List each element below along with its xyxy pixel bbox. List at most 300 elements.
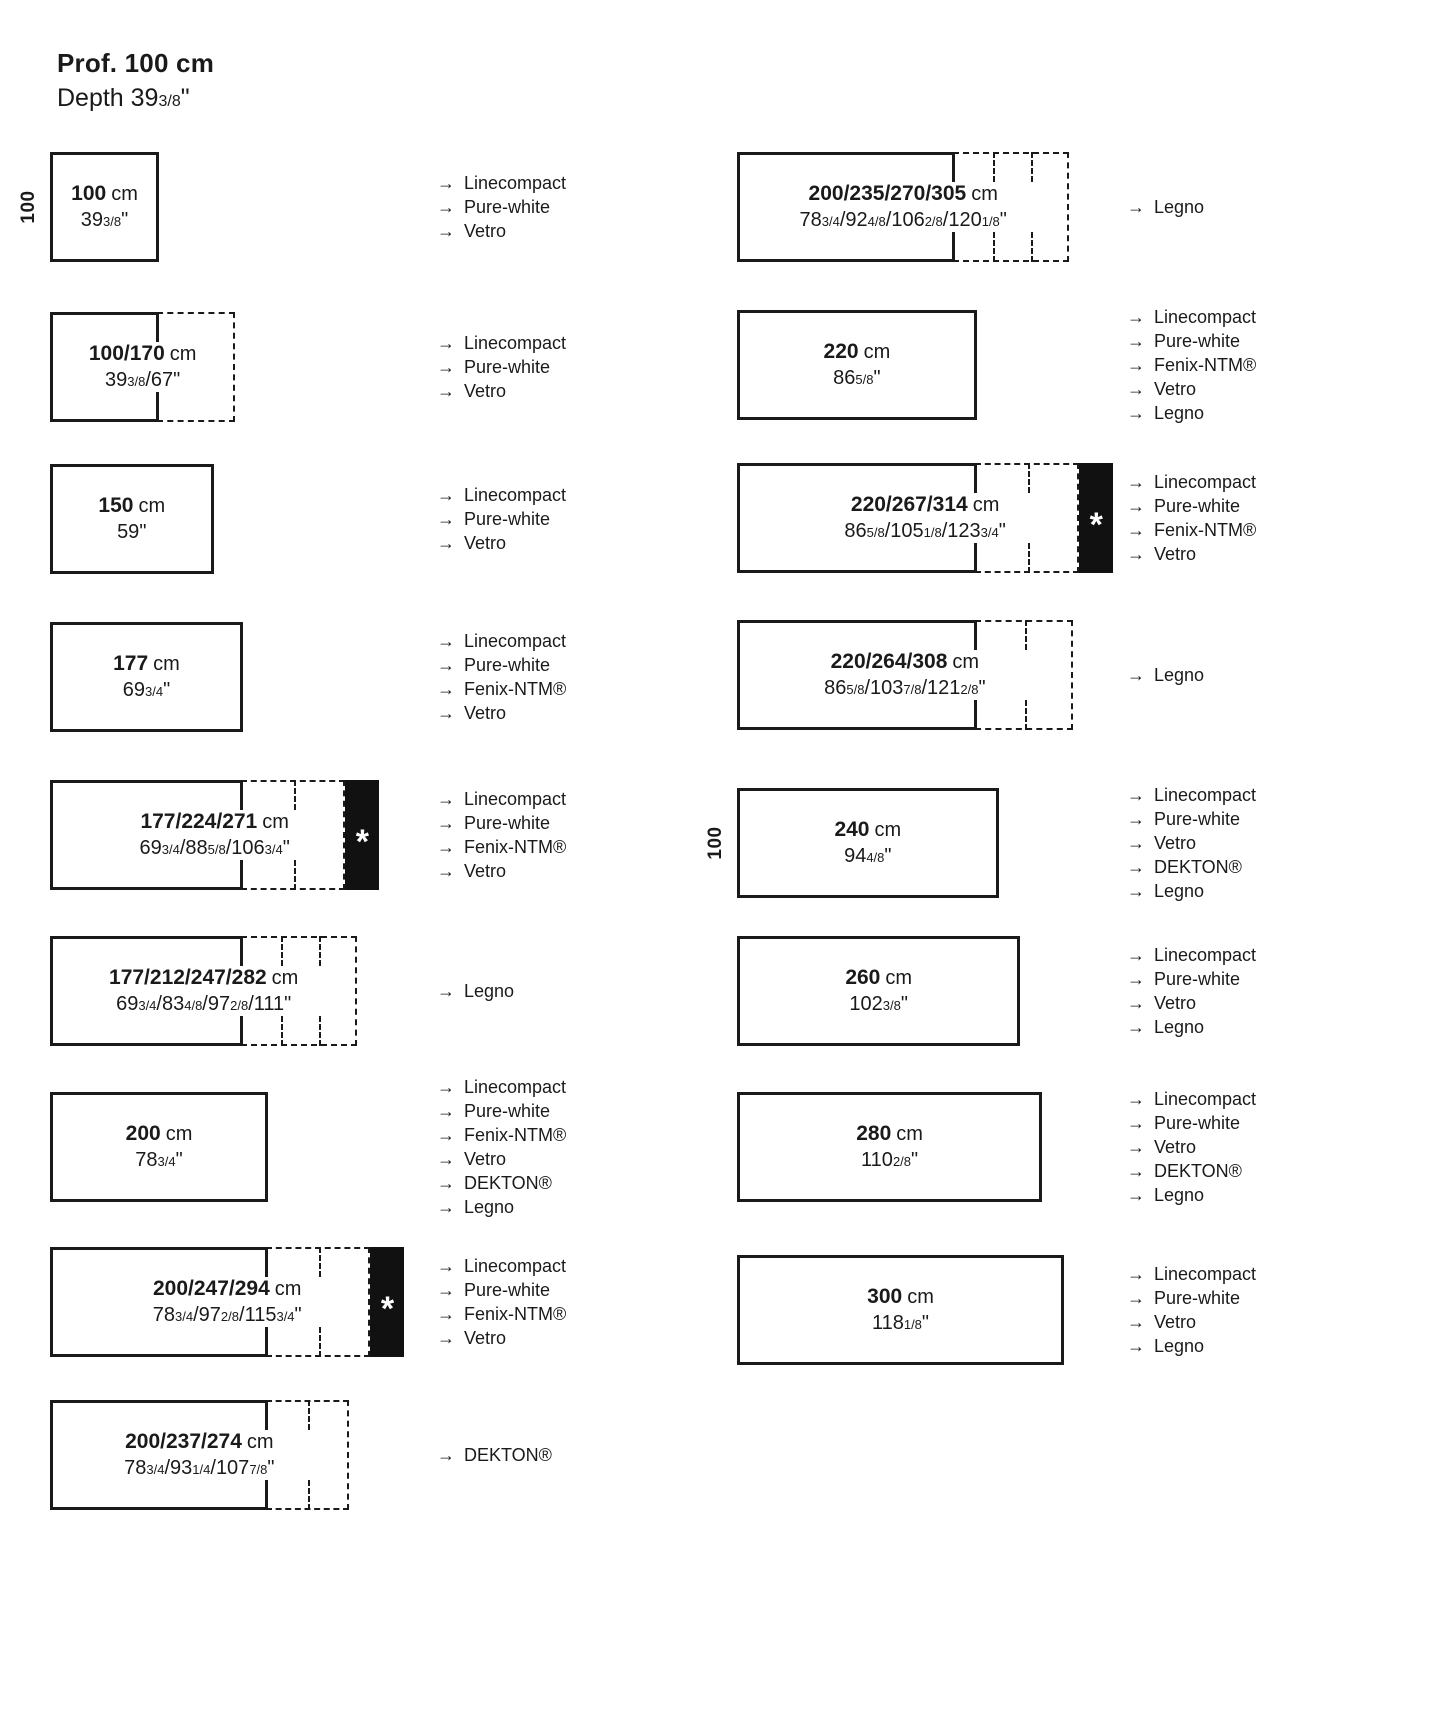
material-name: Legno <box>1154 665 1205 685</box>
inch-fraction: 5/8 <box>846 682 865 697</box>
size-diagram <box>737 1255 1064 1365</box>
extension-divider-line <box>319 936 321 966</box>
arrow-right-icon: → <box>437 357 455 377</box>
inch-value: 39 <box>105 369 128 391</box>
size-cm-value: 300 <box>867 1285 903 1308</box>
extension-divider-line <box>281 936 283 966</box>
size-dimensions <box>89 342 197 392</box>
size-dimensions <box>124 1430 274 1480</box>
inch-fraction: 3/4 <box>821 214 840 229</box>
material-name: Linecompact <box>1154 1089 1257 1109</box>
size-inches-label <box>89 369 197 392</box>
size-cm-label <box>824 650 985 674</box>
size-cm-label <box>109 966 298 990</box>
material-name: Legno <box>1154 1185 1205 1205</box>
arrow-right-icon: → <box>1127 379 1145 399</box>
inch-value: 106 <box>891 209 925 231</box>
cm-unit-label: cm <box>169 343 197 365</box>
material-name: Pure-white <box>1154 1288 1241 1308</box>
arrow-right-icon: → <box>1127 307 1145 327</box>
material-item <box>437 1443 552 1467</box>
inch-fraction: 5/8 <box>866 525 885 540</box>
material-name: Fenix-NTM® <box>464 679 567 699</box>
cm-unit-label: cm <box>271 967 299 989</box>
inch-value: 107 <box>215 1457 250 1479</box>
material-name: Linecompact <box>464 173 567 193</box>
arrow-right-icon: → <box>1127 881 1145 901</box>
size-dimensions <box>800 182 1007 232</box>
inch-value: 78 <box>124 1457 147 1479</box>
material-item <box>437 219 566 243</box>
material-item <box>1127 401 1256 425</box>
material-item <box>1127 1015 1256 1039</box>
material-name: Vetro <box>1154 1137 1197 1157</box>
cm-unit-label: cm <box>153 653 180 675</box>
material-item <box>1127 305 1256 329</box>
inch-value: 115 <box>244 1304 277 1326</box>
inch-fraction: 3/8 <box>882 998 901 1013</box>
size-cm-value: 100/170 <box>88 342 165 365</box>
material-name: DEKTON® <box>1154 1161 1242 1181</box>
material-name: Linecompact <box>1154 945 1257 965</box>
size-cm-label <box>845 966 912 990</box>
arrow-right-icon: → <box>437 1445 455 1465</box>
extension-divider-line <box>1025 620 1027 650</box>
material-name: Vetro <box>464 1328 507 1348</box>
arrow-right-icon: → <box>1127 1185 1145 1205</box>
material-item <box>1127 494 1256 518</box>
size-option-row <box>50 622 567 732</box>
material-name: Legno <box>464 1197 515 1217</box>
inch-value: 103 <box>870 677 904 699</box>
arrow-right-icon: → <box>437 1101 455 1121</box>
size-diagram <box>50 1400 349 1510</box>
material-name: DEKTON® <box>464 1445 552 1465</box>
page-title: Prof. 100 cm <box>57 48 215 78</box>
size-inches-label <box>845 993 912 1016</box>
inch-mark: " <box>294 1304 302 1326</box>
material-list <box>437 171 566 243</box>
material-item <box>1127 991 1256 1015</box>
inch-separator: / <box>210 1457 216 1479</box>
material-item <box>1127 831 1256 855</box>
material-list <box>1127 1262 1256 1358</box>
inch-value: 88 <box>185 837 208 859</box>
size-box-extension <box>975 620 1073 730</box>
cm-unit-label: cm <box>907 1286 934 1308</box>
material-list <box>437 1254 566 1350</box>
material-name: Linecompact <box>1154 1264 1257 1284</box>
inch-fraction: 3/4 <box>264 842 283 857</box>
inch-mark: " <box>163 679 171 701</box>
inch-value: 39 <box>80 209 104 231</box>
arrow-right-icon: → <box>437 813 455 833</box>
arrow-right-icon: → <box>1127 665 1145 685</box>
size-cm-label <box>844 493 1005 517</box>
material-name: Pure-white <box>464 509 551 529</box>
cm-unit-label: cm <box>262 811 289 833</box>
inch-mark: " <box>873 367 881 389</box>
extension-divider-line <box>294 860 296 890</box>
material-name: Fenix-NTM® <box>464 1125 567 1145</box>
material-item <box>437 483 566 507</box>
arrow-right-icon: → <box>437 197 455 217</box>
base-end-line <box>240 860 243 890</box>
extension-star-block: * <box>370 1247 404 1357</box>
inch-fraction: 4/8 <box>866 850 885 865</box>
size-cm-label <box>124 1430 274 1454</box>
inch-separator: / <box>225 837 232 859</box>
arrow-right-icon: → <box>1127 809 1145 829</box>
inch-separator: / <box>839 209 846 231</box>
cm-unit-label: cm <box>874 819 902 841</box>
extension-divider-line <box>319 1016 321 1046</box>
inch-separator: / <box>248 993 254 1015</box>
inch-fraction: 2/8 <box>960 682 979 697</box>
inch-mark: " <box>173 369 181 391</box>
base-end-line <box>265 1327 268 1357</box>
depth-inch-mark: " <box>180 84 190 112</box>
material-name: Pure-white <box>464 813 551 833</box>
size-option-row <box>50 936 515 1046</box>
size-cm-value: 220/264/308 <box>830 650 948 673</box>
inch-mark: " <box>267 1457 275 1479</box>
material-name: Vetro <box>464 703 507 723</box>
arrow-right-icon: → <box>1127 1161 1145 1181</box>
arrow-right-icon: → <box>1127 1113 1145 1133</box>
arrow-right-icon: → <box>437 861 455 881</box>
size-inches-label <box>867 1312 934 1335</box>
inch-fraction: 2/8 <box>924 214 943 229</box>
size-diagram <box>50 1092 268 1202</box>
material-item <box>1127 353 1256 377</box>
inch-separator: / <box>885 209 892 231</box>
material-name: Linecompact <box>1154 472 1257 492</box>
size-dimensions <box>140 810 290 860</box>
extension-star-block: * <box>1079 463 1113 573</box>
material-item <box>437 835 566 859</box>
material-name: Legno <box>1154 1336 1205 1356</box>
inch-mark: " <box>998 520 1006 542</box>
cm-unit-label: cm <box>246 1431 274 1453</box>
material-item <box>1127 1262 1256 1286</box>
arrow-right-icon: → <box>1127 520 1145 540</box>
size-cm-value: 150 <box>98 494 134 517</box>
cm-unit-label: cm <box>165 1123 193 1145</box>
size-option-row <box>737 936 1257 1046</box>
arrow-right-icon: → <box>437 1077 455 1097</box>
size-cm-value: 220/267/314 <box>850 493 968 516</box>
size-diagram <box>50 780 379 890</box>
material-list <box>1127 305 1256 425</box>
extension-divider-line <box>319 1327 321 1357</box>
inch-fraction: 3/4 <box>175 1309 194 1324</box>
material-name: Legno <box>1154 197 1205 217</box>
size-inches-label <box>109 993 298 1016</box>
arrow-right-icon: → <box>1127 945 1145 965</box>
base-end-line <box>265 1400 268 1430</box>
inch-value: 97 <box>207 993 231 1015</box>
size-option-row <box>737 463 1257 573</box>
material-name: Linecompact <box>464 1256 567 1276</box>
material-name: Legno <box>1154 881 1205 901</box>
arrow-right-icon: → <box>437 1304 455 1324</box>
size-diagram <box>50 464 214 574</box>
extension-divider-line <box>308 1400 310 1430</box>
arrow-right-icon: → <box>1127 993 1145 1013</box>
material-name: Vetro <box>464 1149 507 1169</box>
size-diagram <box>705 788 999 898</box>
material-item <box>1127 470 1256 494</box>
inch-mark: " <box>284 993 292 1015</box>
arrow-right-icon: → <box>1127 1017 1145 1037</box>
inch-fraction: 5/8 <box>855 372 874 387</box>
inch-mark: " <box>121 209 129 231</box>
material-list <box>1127 783 1256 903</box>
arrow-right-icon: → <box>1127 969 1145 989</box>
cm-unit-label: cm <box>952 651 980 673</box>
inch-fraction: 2/8 <box>220 1309 240 1324</box>
inch-fraction: 7/8 <box>903 682 922 697</box>
material-list <box>437 483 566 555</box>
inch-separator: / <box>239 1304 245 1326</box>
material-item <box>437 355 566 379</box>
base-end-line <box>265 1247 268 1277</box>
inch-separator: / <box>202 993 208 1015</box>
material-item <box>1127 879 1256 903</box>
material-name: Fenix-NTM® <box>464 1304 567 1324</box>
size-option-row <box>50 1077 567 1217</box>
size-dimensions <box>98 494 165 544</box>
material-name: Vetro <box>464 221 507 241</box>
inch-value: 121 <box>927 677 961 699</box>
base-end-line <box>156 312 159 342</box>
page-subtitle <box>57 84 190 113</box>
depth-side-label: 100 <box>18 190 39 224</box>
extension-star-block: * <box>345 780 379 890</box>
size-cm-label <box>126 1122 193 1146</box>
size-option-row <box>737 152 1205 262</box>
size-diagram <box>50 936 357 1046</box>
size-inches-label <box>844 520 1005 543</box>
extension-divider-line <box>308 1480 310 1510</box>
material-list <box>437 1443 552 1467</box>
size-cm-label <box>140 810 290 834</box>
material-item <box>1127 542 1256 566</box>
material-name: Linecompact <box>464 333 567 353</box>
size-option-row <box>737 307 1257 423</box>
material-list <box>1127 470 1256 566</box>
inch-value: 59 <box>117 521 140 543</box>
size-diagram <box>50 1247 404 1357</box>
size-diagram <box>18 152 159 262</box>
size-diagram <box>737 936 1020 1046</box>
material-item <box>1127 1286 1256 1310</box>
size-cm-label <box>824 340 891 364</box>
size-option-row <box>50 312 567 422</box>
material-name: Pure-white <box>1154 809 1241 829</box>
inch-value: 106 <box>231 837 265 859</box>
material-list <box>437 979 514 1003</box>
material-item <box>437 629 566 653</box>
material-item <box>437 1195 566 1219</box>
inch-separator: / <box>156 993 162 1015</box>
size-inches-label <box>800 209 1007 232</box>
arrow-right-icon: → <box>437 1256 455 1276</box>
cm-unit-label: cm <box>971 183 998 205</box>
size-inches-label <box>140 837 290 860</box>
material-name: Linecompact <box>464 485 567 505</box>
material-name: DEKTON® <box>464 1173 552 1193</box>
arrow-right-icon: → <box>1127 1089 1145 1109</box>
size-cm-value: 177 <box>113 652 149 675</box>
extension-divider-line <box>319 1247 321 1277</box>
inch-fraction: 2/8 <box>230 998 249 1013</box>
material-name: Pure-white <box>1154 969 1241 989</box>
inch-value: 111 <box>253 993 285 1015</box>
material-name: Vetro <box>1154 993 1197 1013</box>
inch-value: 110 <box>861 1149 893 1171</box>
inch-value: 78 <box>152 1304 176 1326</box>
base-end-line <box>240 1016 243 1046</box>
material-name: Linecompact <box>1154 307 1257 327</box>
inch-value: 102 <box>849 993 883 1015</box>
inch-value: 83 <box>161 993 185 1015</box>
size-cm-label <box>113 652 180 676</box>
material-item <box>1127 1087 1256 1111</box>
material-name: Legno <box>1154 403 1205 423</box>
inch-value: 69 <box>116 993 139 1015</box>
inch-value: 67 <box>150 369 174 391</box>
extension-divider-line <box>1031 232 1033 262</box>
size-cm-value: 200/247/294 <box>152 1277 270 1300</box>
inch-value: 94 <box>844 845 867 867</box>
depth-label: Depth 39 <box>57 84 159 112</box>
size-cm-value: 200/237/274 <box>125 1430 242 1453</box>
material-list <box>1127 195 1204 219</box>
inch-value: 93 <box>170 1457 193 1479</box>
arrow-right-icon: → <box>437 1197 455 1217</box>
material-item <box>437 811 566 835</box>
arrow-right-icon: → <box>437 1173 455 1193</box>
arrow-right-icon: → <box>1127 197 1145 217</box>
cm-unit-label: cm <box>896 1123 923 1145</box>
inch-fraction: 1/8 <box>981 214 1000 229</box>
size-cm-value: 177/212/247/282 <box>109 966 267 989</box>
size-inches-label <box>124 1457 274 1480</box>
material-item <box>437 531 566 555</box>
size-cm-label <box>71 182 138 206</box>
base-end-line <box>156 392 159 422</box>
material-item <box>1127 967 1256 991</box>
material-item <box>437 701 566 725</box>
inch-fraction: 4/8 <box>867 214 886 229</box>
extension-divider-line <box>1031 152 1033 182</box>
size-diagram <box>737 1092 1042 1202</box>
size-inches-label <box>98 521 165 544</box>
material-item <box>437 379 566 403</box>
size-option-row <box>50 464 567 574</box>
material-item <box>1127 1159 1256 1183</box>
material-item <box>1127 1310 1256 1334</box>
size-option-row <box>737 1089 1257 1205</box>
base-end-line <box>240 936 243 966</box>
inch-fraction: 4/8 <box>184 998 203 1013</box>
inch-separator: / <box>884 520 891 542</box>
material-item <box>1127 663 1204 687</box>
inch-value: 86 <box>844 520 867 542</box>
size-dimensions <box>824 340 891 390</box>
material-item <box>1127 855 1256 879</box>
size-cm-label <box>89 342 197 366</box>
extension-divider-line <box>993 152 995 182</box>
material-name: Linecompact <box>1154 785 1257 805</box>
material-item <box>437 1099 566 1123</box>
material-name: Linecompact <box>464 789 567 809</box>
inch-mark: " <box>900 993 908 1015</box>
size-diagram <box>50 622 243 732</box>
size-dimensions <box>109 966 298 1016</box>
size-diagram <box>737 463 1113 573</box>
arrow-right-icon: → <box>437 333 455 353</box>
inch-fraction: 7/8 <box>249 1462 268 1477</box>
arrow-right-icon: → <box>437 381 455 401</box>
size-dimensions <box>126 1122 193 1172</box>
material-item <box>1127 943 1256 967</box>
arrow-right-icon: → <box>437 1125 455 1145</box>
size-cm-label <box>98 494 165 518</box>
material-name: Vetro <box>464 381 507 401</box>
size-dimensions <box>844 493 1005 543</box>
inch-separator: / <box>921 677 928 699</box>
inch-fraction: 3/4 <box>157 1154 176 1169</box>
material-item <box>1127 807 1256 831</box>
inch-value: 120 <box>948 209 982 231</box>
material-name: Fenix-NTM® <box>1154 520 1257 540</box>
material-item <box>1127 1135 1256 1159</box>
arrow-right-icon: → <box>437 1280 455 1300</box>
size-cm-value: 177/224/271 <box>140 810 258 833</box>
material-list <box>437 787 566 883</box>
inch-fraction: 1/8 <box>903 1317 922 1332</box>
arrow-right-icon: → <box>437 1149 455 1169</box>
arrow-right-icon: → <box>1127 331 1145 351</box>
size-cm-label <box>856 1122 923 1146</box>
size-cm-value: 200 <box>125 1122 161 1145</box>
material-name: Fenix-NTM® <box>1154 355 1257 375</box>
size-dimensions <box>153 1277 302 1327</box>
inch-fraction: 3/4 <box>161 842 180 857</box>
size-cm-label <box>867 1285 934 1309</box>
inch-value: 86 <box>833 367 856 389</box>
base-end-line <box>265 1480 268 1510</box>
material-item <box>1127 783 1256 807</box>
material-item <box>437 195 566 219</box>
material-name: Pure-white <box>464 357 551 377</box>
inch-mark: " <box>999 209 1007 231</box>
material-item <box>437 859 566 883</box>
material-list <box>437 331 566 403</box>
size-diagram <box>737 310 977 420</box>
inch-mark: " <box>139 521 147 543</box>
inch-separator: / <box>145 369 151 391</box>
size-cm-value: 200/235/270/305 <box>808 182 967 205</box>
material-item <box>437 507 566 531</box>
size-option-row <box>737 1255 1257 1365</box>
material-item <box>1127 1183 1256 1207</box>
arrow-right-icon: → <box>1127 1264 1145 1284</box>
cm-unit-label: cm <box>863 341 891 363</box>
